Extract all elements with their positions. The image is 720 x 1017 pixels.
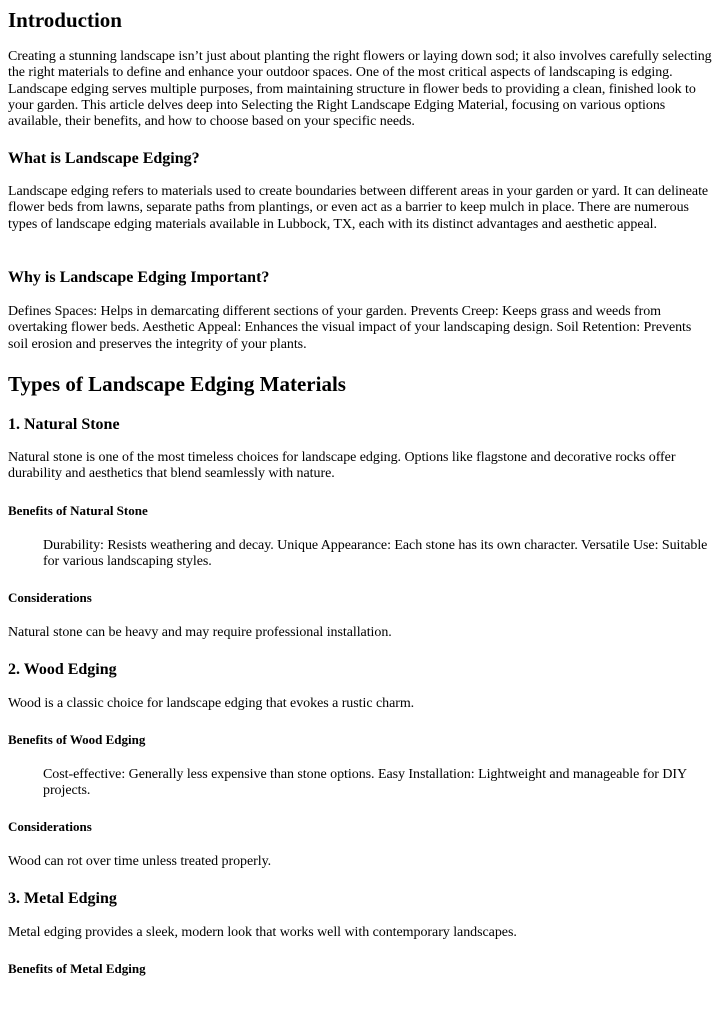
natural-stone-benefits-heading: Benefits of Natural Stone <box>8 503 148 518</box>
why-edging-heading: Why is Landscape Edging Important? <box>8 269 270 286</box>
natural-stone-considerations-text: Natural stone can be heavy and may require professional installation. <box>8 625 392 640</box>
natural-stone-paragraph: Natural stone is one of the most timeless choices for landscape edging. Options like flagstone and decorative rocks offer durability and aesthetics that blend seamlessly with nature. <box>8 450 676 482</box>
why-edging-paragraph: Defines Spaces: Helps in demarcating different sections of your garden. Prevents Creep: Keeps grass and weeds from overtaking flower beds. Aesthetic Appeal: Enhances the visual impact of your landscaping design. Soil Retention: Prevents soil erosion and preserves the integrity of your plants. <box>8 304 692 352</box>
metal-edging-benefits-heading: Benefits of Metal Edging <box>8 961 146 976</box>
what-is-edging-paragraph: Landscape edging refers to materials used to create boundaries between different areas in your garden or yard. It can delineate flower beds from lawns, separate paths from plantings, or even act as a barrier to keep mulch in place. There are numerous types of landscape edging materials available in Lubbock, TX, each with its distinct advantages and aesthetic appeal. <box>8 184 709 232</box>
introduction-heading: Introduction <box>8 8 122 32</box>
metal-edging-heading: 3. Metal Edging <box>8 890 117 907</box>
wood-edging-considerations-heading: Considerations <box>8 819 92 834</box>
natural-stone-benefits-text: Durability: Resists weathering and decay. Unique Appearance: Each stone has its own character. Versatile Use: Suitable for various landscaping styles. <box>43 538 708 570</box>
what-is-edging-heading: What is Landscape Edging? <box>8 150 200 167</box>
metal-edging-paragraph: Metal edging provides a sleek, modern look that works well with contemporary landscapes. <box>8 925 517 940</box>
wood-edging-benefits-heading: Benefits of Wood Edging <box>8 732 146 747</box>
natural-stone-considerations-heading: Considerations <box>8 590 92 605</box>
wood-edging-paragraph: Wood is a classic choice for landscape edging that evokes a rustic charm. <box>8 696 415 711</box>
types-heading: Types of Landscape Edging Materials <box>8 372 346 396</box>
wood-edging-considerations-text: Wood can rot over time unless treated properly. <box>8 854 272 869</box>
wood-edging-benefits-text: Cost-effective: Generally less expensive than stone options. Easy Installation: Lightweight and manageable for DIY projects. <box>43 767 687 799</box>
natural-stone-heading: 1. Natural Stone <box>8 416 120 433</box>
wood-edging-heading: 2. Wood Edging <box>8 661 117 678</box>
introduction-paragraph: Creating a stunning landscape isn’t just about planting the right flowers or laying down sod; it also involves carefully selecting the right materials to define and enhance your outdoor spaces. One of the most critical aspects of landscaping is edging. Landscape edging serves multiple purposes, from maintaining structure in flower beds to providing a clean, finished look to your garden. This article delves deep into Selecting the Right Landscape Edging Material, focusing on various options available, their benefits, and how to choose based on your specific needs. <box>8 49 712 130</box>
